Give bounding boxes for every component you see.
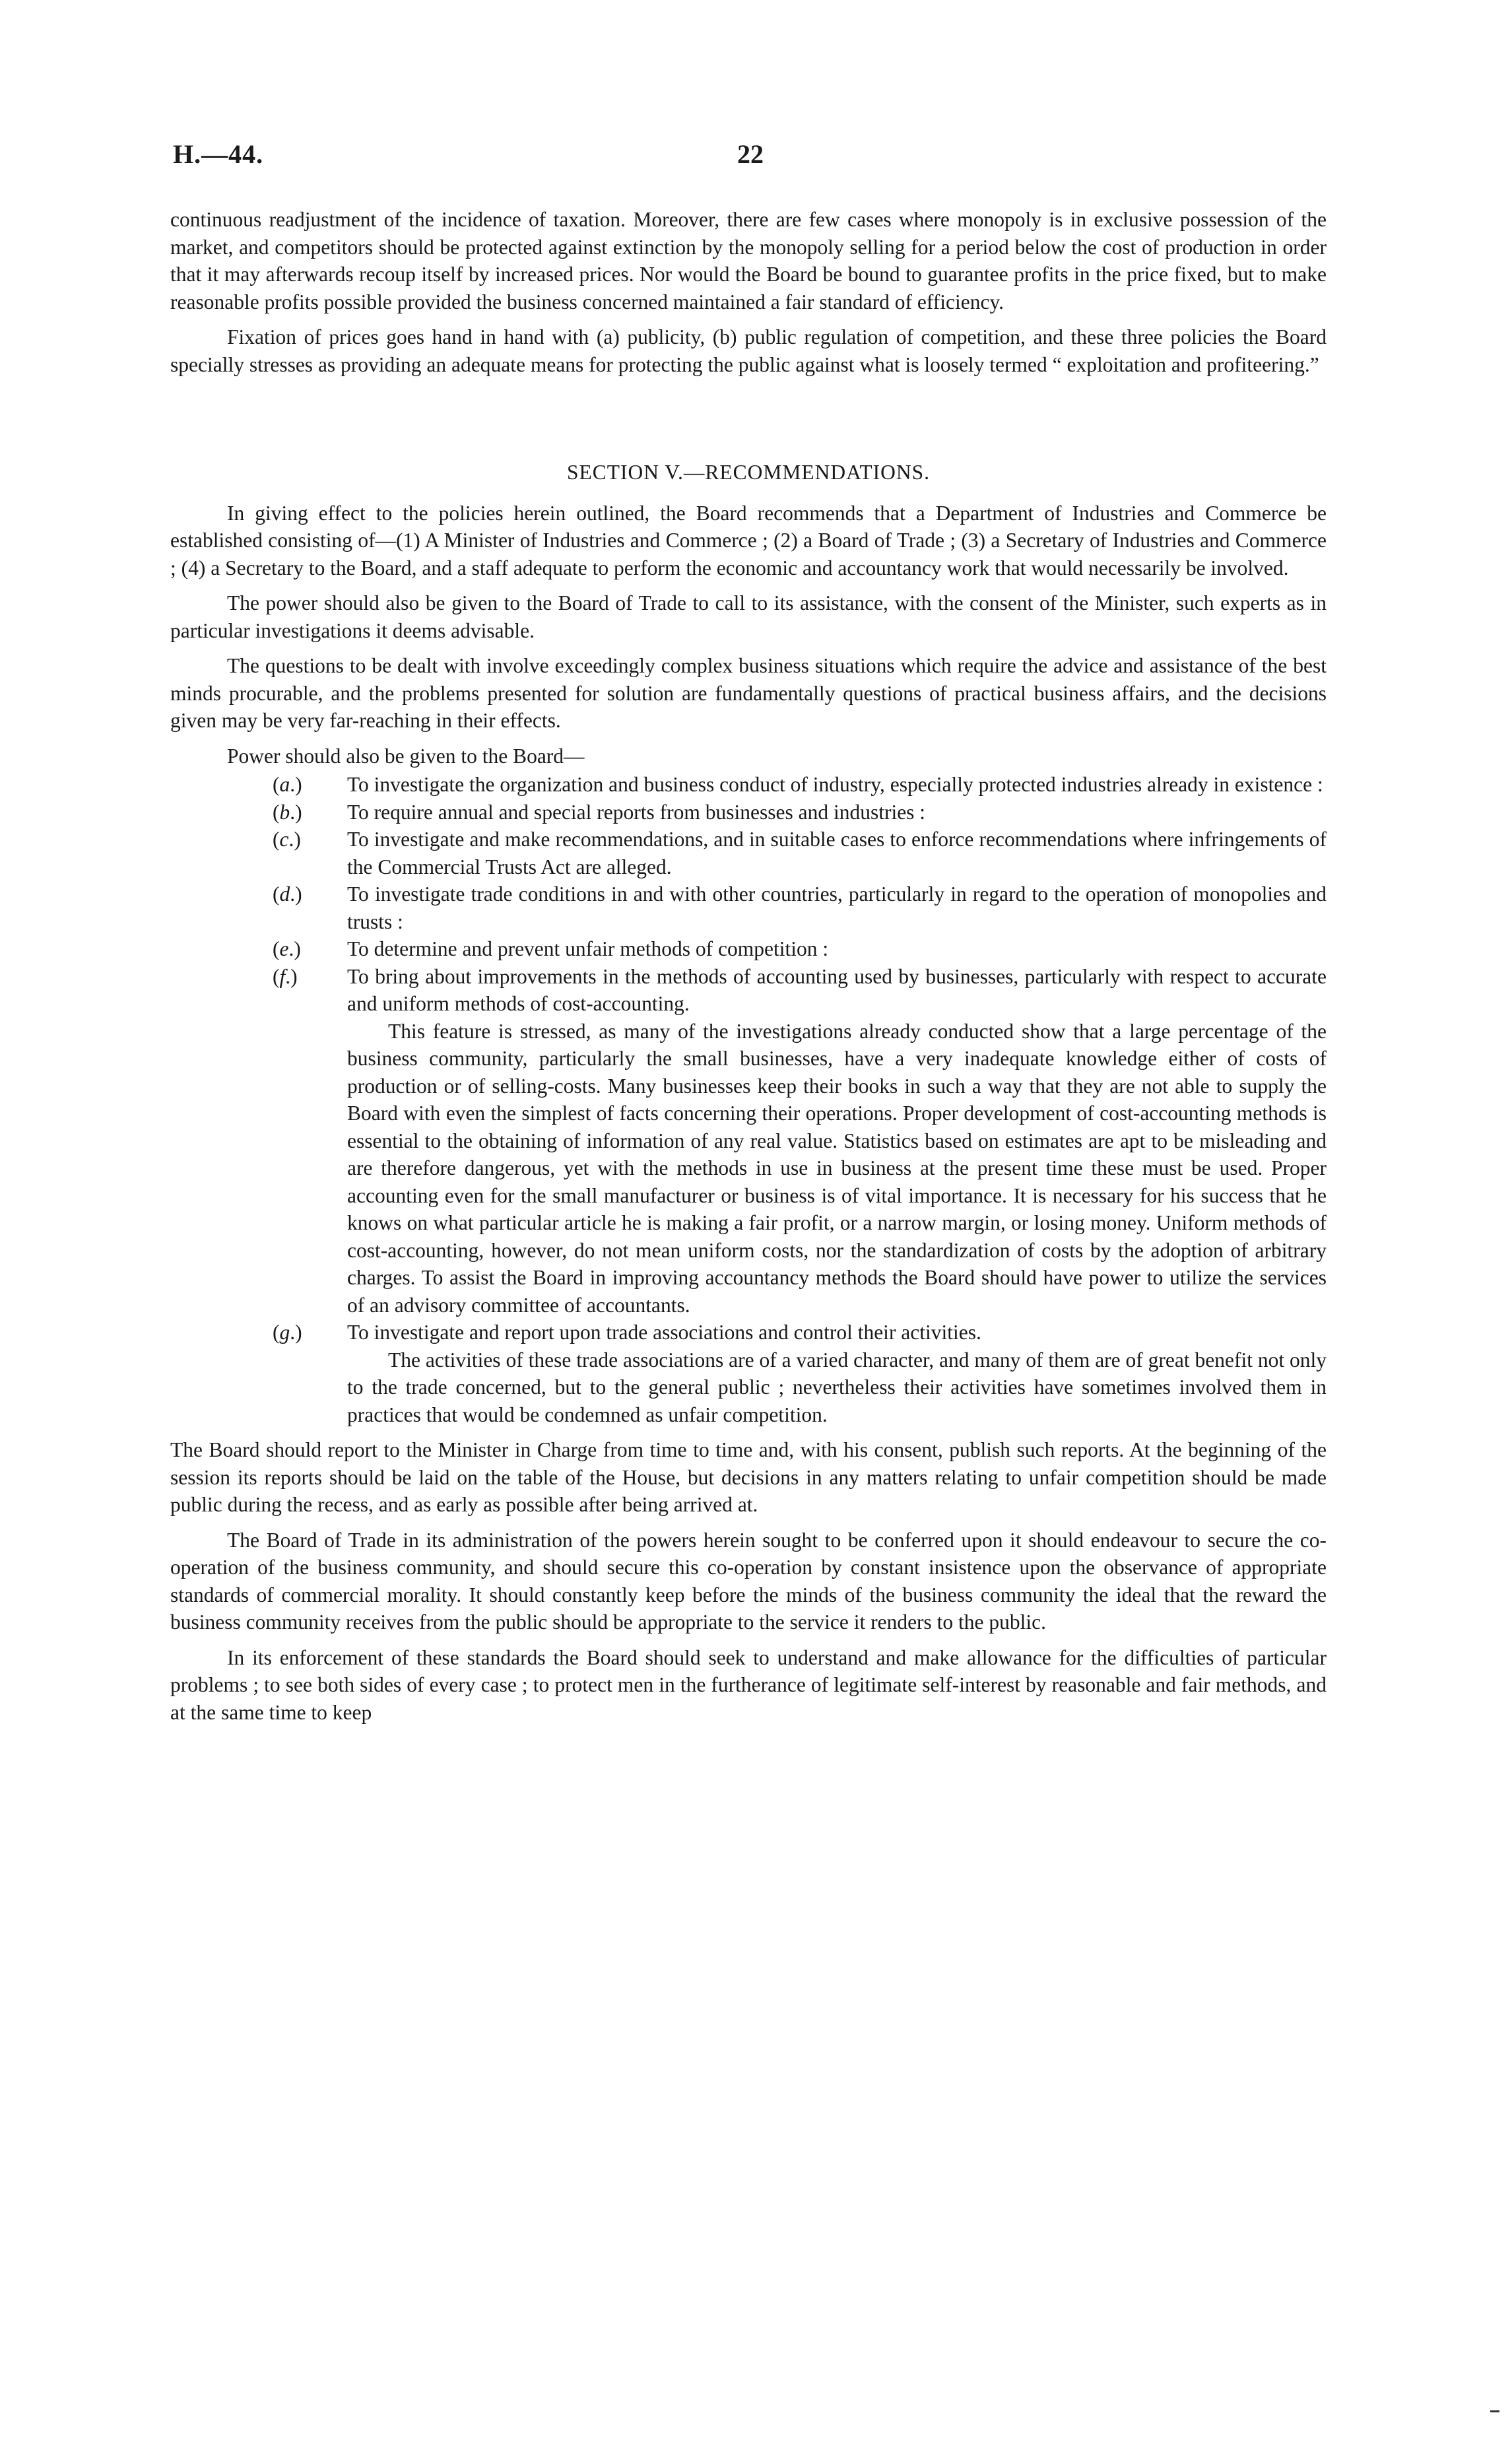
section-heading: SECTION V.—RECOMMENDATIONS. [566,461,930,484]
report-paragraph: The Board should report to the Minister in Charge from time to time and, with his consent, publish such reports. At the beginning of the session its reports should be laid on the table of the House, but decisions in any matters relating to unfair competition should be made public during the recess, and as early as possible after being arrived at. [170,1438,1327,1516]
power-marker-a: (a.) [273,773,302,796]
power-item-a [170,771,1327,799]
power-text-g: To investigate and report upon trade associations and control their activities. [347,1321,981,1344]
power-marker-c: (c.) [273,828,301,851]
power-item-g [170,1319,1327,1428]
power-text-b: To require annual and special reports from businesses and industries : [347,800,926,824]
power-marker-g: (g.) [273,1321,302,1344]
powers-lead: Power should also be given to the Board— [227,744,585,768]
power-note-f: This feature is stressed, as many of the investigations already conducted show that a large percentage of the business community, particularly the small businesses, have a very inadequate knowledge either of costs of production or of selling-costs. Many businesses keep their books in such a way that they are not able to supply the Board with even the simplest of facts concerning their operations. Proper development of cost-accounting methods is essential to the obtaining of information of any real value. Statistics based on estimates are apt to be misleading and are therefore dangerous, yet with the methods in use in business at the present time these must be used. Proper accounting even for the small manufacturer or business is of vital importance. It is necessary for his success that he knows on what particular article he is making a fair profit, or a narrow margin, or losing money. Uniform methods of cost-accounting, however, do not mean uniform costs, nor the standardization of costs by the adoption of arbitrary charges. To assist the Board in improving accountancy methods the Board should have power to utilize the services of an advisory committee of accountants. [347,1019,1327,1317]
power-item-b [170,799,1327,826]
experts-paragraph: The power should also be given to the Board of Trade to call to its assistance, with the consent of the Minister, such experts as in particular investigations it deems advisable. [170,591,1327,642]
page-body [170,206,1327,1734]
department-paragraph: In giving effect to the policies herein outlined, the Board recommends that a Department of Industries and Commerce be established consisting of—(1) A Minister of Industries and Commerce ; (2) a Board of Trade ; (3) a Secretary of Industries and Commerce ; (4) a Secretary to the Board, and a staff adequate to perform the economic and accountancy work that would necessarily be involved. [170,501,1327,579]
power-note-g: The activities of these trade associations are of a varied character, and many of them are of great benefit not only to the trade concerned, but to the general public ; nevertheless their activities have sometimes involved them in practices that would be condemned as unfair competition. [347,1348,1327,1426]
power-item-f [170,963,1327,1319]
power-marker-d: (d.) [273,882,302,906]
power-text-e: To determine and prevent unfair methods of competition : [347,937,829,960]
margin-scan-mark [1490,2410,1499,2412]
power-item-d [170,880,1327,935]
page-number: 22 [737,139,764,169]
questions-paragraph: The questions to be dealt with involve exceedingly complex business situations which require the advice and assistance of the best minds procurable, and the problems presented for solution are fundamentally questions of practical business affairs, and the decisions given may be very far-reaching in their effects. [170,654,1327,732]
document-reference: H.—44. [173,139,264,169]
power-item-c [170,826,1327,880]
powers-list [170,771,1327,1428]
power-text-f: To bring about improvements in the methods of accounting used by businesses, particularly with respect to accurate and uniform methods of cost-accounting. [347,964,1327,1015]
power-item-e [170,935,1327,963]
power-marker-b: (b.) [273,800,302,824]
power-text-c: To investigate and make recommendations, and in suitable cases to enforce recommendations where infringements of the Commercial Trusts Act are alleged. [347,828,1327,878]
page-header [173,139,1328,178]
power-marker-f: (f.) [273,964,298,988]
continuation-paragraph: continuous readjustment of the incidence of taxation. Moreover, there are few cases where monopoly is in exclusive possession of the market, and competitors should be protected against extinction by the monopoly selling for a period below the cost of production in order that it may afterwards recoup itself by increased prices. Nor would the Board be bound to guarantee profits in the price fixed, but to make reasonable profits possible provided the business concerned maintained a fair standard of efficiency. [170,208,1327,314]
enforcement-paragraph: In its enforcement of these standards the Board should seek to understand and make allowance for the difficulties of particular problems ; to see both sides of every case ; to protect men in the furtherance of legitimate self-interest by reasonable and fair methods, and at the same time to keep [170,1645,1327,1724]
price-fixation-paragraph: Fixation of prices goes hand in hand with (a) publicity, (b) public regulation of competition, and these three policies the Board specially stresses as providing an adequate means for protecting the public against what is loosely termed “ exploitation and profiteering.” [170,325,1327,376]
power-marker-e: (e.) [273,937,301,960]
power-text-a: To investigate the organization and business conduct of industry, especially protected industries already in existence : [347,773,1323,796]
power-text-d: To investigate trade conditions in and with other countries, particularly in regard to the operation of monopolies and trusts : [347,882,1327,933]
cooperation-paragraph: The Board of Trade in its administration of the powers herein sought to be conferred upon it should endeavour to secure the co-operation of the business community, and should secure this co-operation by constant insistence upon the observance of appropriate standards of commercial morality. It should constantly keep before the minds of the business community the ideal that the reward the business community receives from the public should be appropriate to the service it renders to the public. [170,1528,1327,1634]
